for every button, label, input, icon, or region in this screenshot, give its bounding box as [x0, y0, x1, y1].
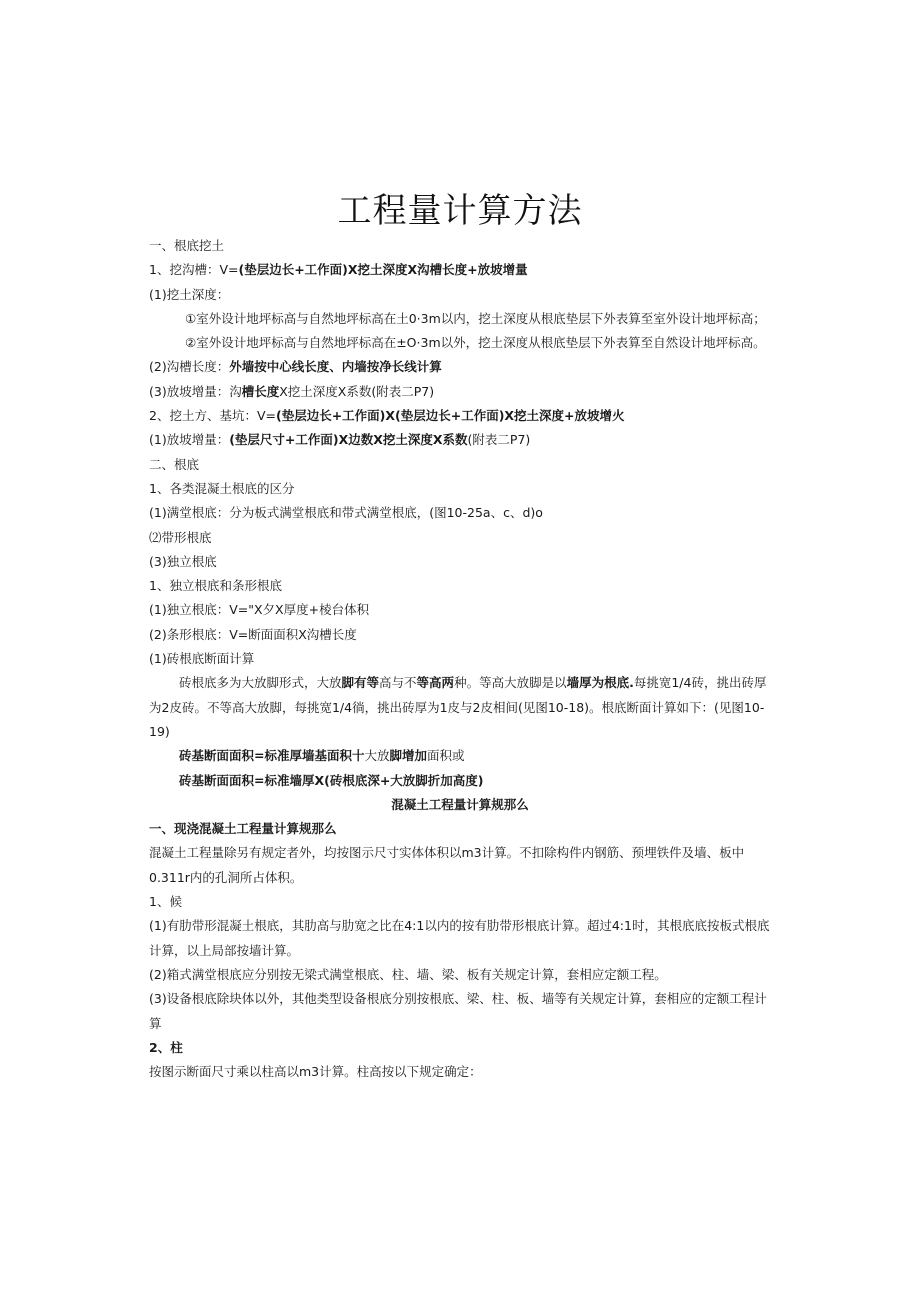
text-line	[149, 355, 771, 379]
line-text: (1)砖根底断面计算	[149, 651, 255, 667]
para-text: 种。等高大放脚是以	[454, 675, 567, 691]
line-text: ①室外设计地坪标高与自然地坪标高在土0·3m以内，挖土深度从根底垫层下外表算至室外设计地坪标高；	[185, 310, 766, 326]
line-text: 二、根底	[149, 456, 200, 472]
text-paragraph	[149, 963, 771, 987]
text-line	[149, 526, 771, 550]
line-text: 按图示断面尺寸乘以柱高以m3计算。柱高按以下规定确定：	[149, 1064, 482, 1080]
text-line	[149, 1060, 771, 1084]
line-bold-text: 外墙按中心线长度、内墙按净长线计算	[229, 359, 442, 375]
text-line	[149, 623, 771, 647]
line-bold-text: 2、柱	[149, 1039, 183, 1055]
para-bold-text: 墙厚为根底.	[566, 675, 634, 691]
text-line	[149, 428, 771, 452]
subsection-heading-text: 一、现浇混凝土工程量计算规那么	[149, 821, 337, 837]
text-line	[149, 1036, 771, 1060]
brick-foundation-paragraph	[149, 671, 771, 744]
line-text: 1、独立根底和条形根底	[149, 578, 282, 594]
line-text: (附表二P7)	[467, 432, 531, 448]
line-text: X挖土深度X系数(附表二P7)	[279, 383, 435, 399]
para-text: 每挑宽1/4砖，挑出砖厚为2皮砖。不等高大放脚，每挑宽1/4徜，挑出砖厚为1皮与2皮相间(见图10-18)。根底断面计算如下：(见图10-19)	[149, 675, 767, 739]
line-bold-text: 槽长度	[241, 383, 280, 399]
formula-bold-text: 脚增加	[389, 748, 428, 764]
line-text: (3)放坡增量：沟	[149, 383, 242, 399]
text-paragraph	[149, 987, 771, 1036]
document-body	[149, 234, 771, 1084]
para-text: 混凝土工程量除另有规定者外，均按图示尺寸实体体积以m3计算。不扣除构件内钢筋、预埋铁件及墙、板中0.311r内的孔洞所占体积。	[149, 845, 745, 885]
formula-line	[149, 744, 771, 768]
line-text: (3)独立根底	[149, 553, 217, 569]
para-bold-text: 脚有等	[341, 675, 380, 691]
text-paragraph	[149, 841, 771, 890]
text-paragraph	[149, 914, 771, 963]
line-text: 一、根底挖土	[149, 238, 225, 253]
para-text: (1)有肋带形混凝土根底，其肋高与肋宽之比在4:1以内的按有肋带形根底计算。超过4:1时，其根底底按板式根底计算，以上局部按墙计算。	[149, 918, 770, 958]
formula-text: 大放	[364, 748, 390, 764]
text-line	[149, 453, 771, 477]
text-line	[149, 598, 771, 622]
text-line	[149, 380, 771, 404]
line-bold-text: (垫层边长+工作面)X挖土深度X沟槽长度+放坡增量	[238, 262, 528, 278]
para-bold-text: 等高两	[416, 675, 455, 691]
line-text: 1、挖沟槽：V=	[149, 262, 239, 278]
subsection-heading	[149, 817, 771, 841]
line-text: (1)挖土深度：	[149, 286, 230, 302]
para-text: 高与不	[379, 675, 417, 691]
text-line	[149, 234, 771, 258]
formula-bold-text: 砖基断面面积=标准厚墙基面积十	[179, 748, 365, 764]
text-line	[149, 574, 771, 598]
section-title-text: 混凝土工程量计算规那么	[391, 796, 529, 812]
section-title	[149, 793, 771, 817]
line-text: (1)放坡增量：	[149, 432, 230, 448]
formula-line	[149, 769, 771, 793]
line-text: ⑵带形根底	[149, 529, 212, 545]
line-bold-text: (垫层边长+工作面)X(垫层边长+工作面)X挖土深度+放坡增火	[275, 408, 625, 424]
text-paragraph	[149, 331, 771, 355]
line-bold-text: (垫层尺寸+工作面)X边数X挖土深度X系数	[229, 432, 468, 448]
para-text: (3)设备根底除块体以外，其他类型设备根底分别按根底、梁、柱、板、墙等有关规定计算，套相应的定额工程计算	[149, 991, 767, 1031]
text-line	[149, 477, 771, 501]
formula-bold-text: 砖基断面面积=标准墙厚X(砖根底深+大放脚折加高度)	[179, 772, 484, 788]
text-line	[149, 283, 771, 307]
para-text: (2)箱式满堂根底应分别按无梁式满堂根底、柱、墙、梁、板有关规定计算，套相应定额工程。	[149, 966, 667, 982]
line-text: 1、候	[149, 894, 182, 910]
line-text: (2)条形根底：V=断面面积X沟槽长度	[149, 626, 357, 642]
line-text: (1)独立根底：V="X夕X厚度+棱台体积	[149, 602, 370, 618]
text-line	[149, 404, 771, 428]
line-text: 1、各类混凝土根底的区分	[149, 480, 295, 496]
line-text: (1)满堂根底：分为板式满堂根底和带式满堂根底，(图10-25a、c、d)o	[149, 505, 543, 521]
text-line	[149, 258, 771, 282]
line-text: ②室外设计地坪标高与自然地坪标高在±O·3m以外，挖土深度从根底垫层下外表算至自然设计地坪标高。	[185, 335, 766, 351]
formula-text: 面积或	[427, 748, 465, 764]
text-line	[149, 501, 771, 525]
page-title: 工程量计算方法	[337, 191, 583, 231]
line-text: (2)沟槽长度：	[149, 359, 230, 375]
para-text: 砖根底多为大放脚形式，大放	[179, 675, 342, 691]
text-line	[149, 550, 771, 574]
text-paragraph	[149, 307, 771, 331]
text-line	[149, 890, 771, 914]
line-text: 2、挖土方、基坑：V=	[149, 408, 276, 424]
text-line	[149, 647, 771, 671]
